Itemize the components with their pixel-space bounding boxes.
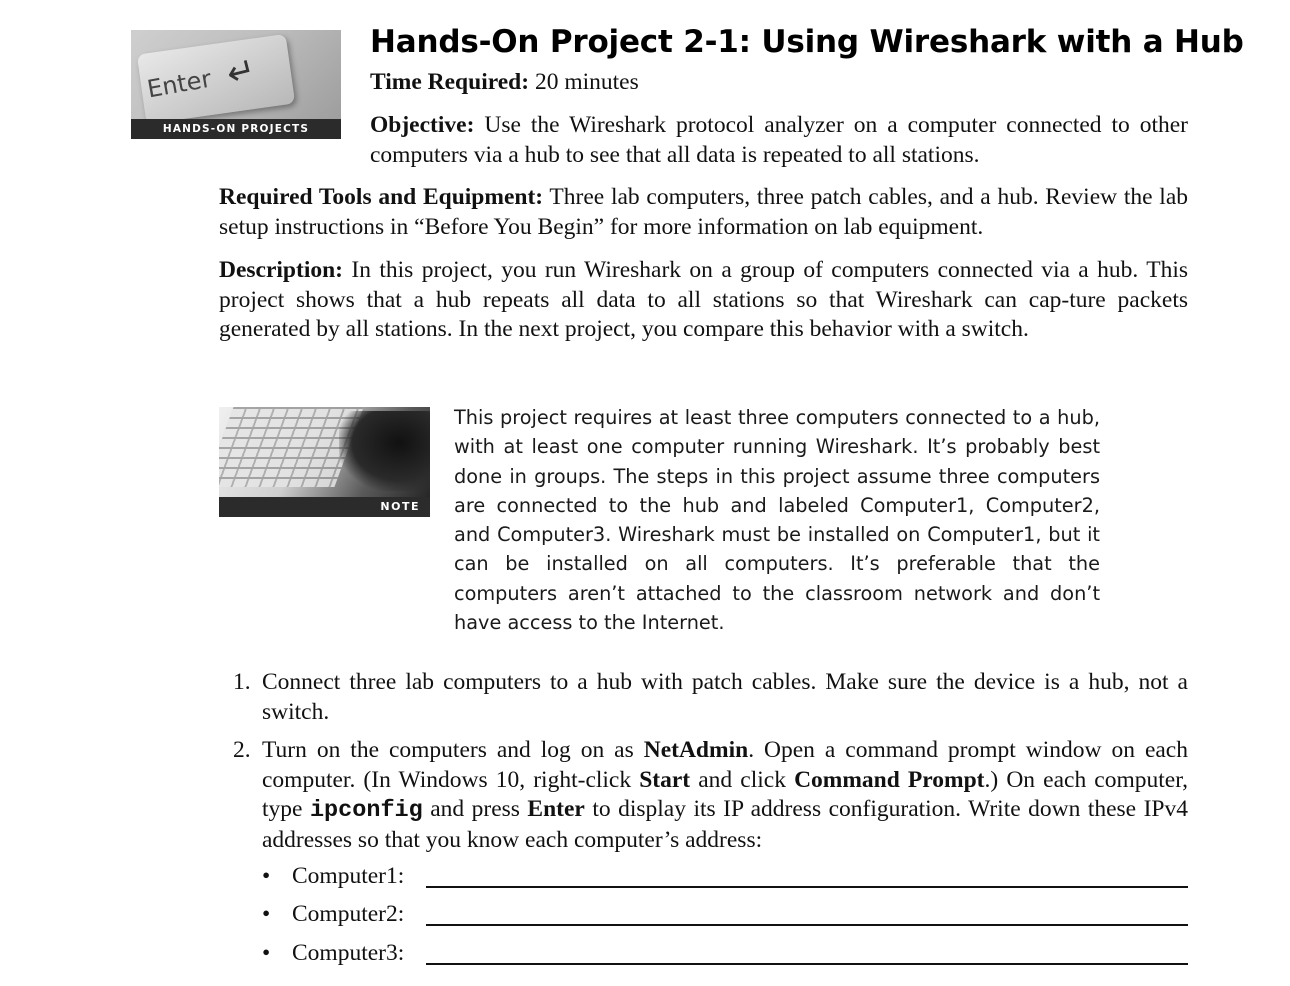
computer1-label: Computer1:: [292, 863, 405, 889]
step-2-part: . Open a command prompt window on each computer. (In Windows 10, right-click: [262, 737, 1188, 793]
computer1-entry: [262, 862, 1188, 892]
computer2-fill-line: [426, 924, 1188, 926]
note-image: [219, 407, 430, 517]
hands-on-projects-band: HANDS-ON PROJECTS: [131, 119, 341, 139]
page-title: Hands-On Project 2-1: Using Wireshark with a Hub: [370, 24, 1244, 60]
bullet-icon: •: [262, 863, 271, 889]
enter-key-label: Enter: [145, 64, 214, 104]
step-2-part: .) On each computer, type: [262, 766, 1188, 822]
step-2-text: [262, 736, 1188, 855]
command-prompt-term: Command Prompt: [794, 766, 985, 793]
step-2-part: Turn on the computers and log on as: [262, 737, 644, 763]
step-2-part: and click: [690, 766, 795, 793]
objective-text: Use the Wireshark protocol analyzer on a computer connected to other computers via a hub to see that all data is repeated to all stations.: [370, 112, 1188, 168]
step-2-part: and press: [422, 796, 528, 822]
computer3-label: Computer3:: [292, 940, 405, 966]
computer2-label: Computer2:: [292, 901, 405, 927]
step-1-text: Connect three lab computers to a hub with patch cables. Make sure the device is a hub, not a switch.: [262, 669, 1188, 725]
bullet-icon: •: [262, 940, 271, 966]
required-tools-text: Three lab computers, three patch cables, and a hub. Review the lab setup instructions in “Before You Begin” for more information on lab equipment.: [219, 184, 1188, 240]
enter-term: Enter: [527, 796, 585, 822]
start-term: Start: [639, 766, 691, 793]
required-tools-label: Required Tools and Equipment:: [219, 184, 544, 210]
note-text: This project requires at least three computers connected to a hub, with at least one computer running Wireshark. It’s probably best done in groups. The steps in this project assume three computers are connected to the hub and labeled Computer1, Computer2, and Computer3. Wireshark must be installed on Computer1, but it can be installed on all computers. It’s preferable that the computers aren’t attached to the classroom network and don’t have access to the Internet.: [454, 406, 1100, 635]
computer2-entry: [262, 900, 1188, 930]
time-required-value: 20 minutes: [529, 69, 639, 95]
objective-label: Objective:: [370, 112, 475, 138]
bullet-icon: •: [262, 901, 271, 927]
step-number: 2.: [233, 737, 251, 763]
computer3-entry: [262, 939, 1188, 969]
computer3-fill-line: [426, 963, 1188, 965]
description-label: Description:: [219, 257, 344, 283]
hand-graphic: [339, 411, 430, 491]
time-required: [370, 68, 639, 98]
note-band: NOTE: [219, 497, 430, 517]
required-tools: [219, 183, 1188, 242]
description-text: In this project, you run Wireshark on a group of computers connected via a hub. This project shows that a hub repeats all data to all stations so that Wireshark can cap-ture packets generated by all stations. In the next project, you compare this behavior with a switch.: [219, 257, 1188, 342]
description: [219, 256, 1188, 345]
step-2-part: to display its IP address configuration. Write down these IPv4 addresses so that you know each computer’s address:: [262, 796, 1188, 853]
computer1-fill-line: [426, 886, 1188, 888]
step-number: 1.: [233, 669, 251, 695]
ipconfig-command: ipconfig: [309, 797, 423, 824]
enter-arrow-icon: ↵: [222, 49, 260, 95]
time-required-label: Time Required:: [370, 69, 530, 95]
netadmin-term: NetAdmin: [643, 737, 749, 763]
objective: [370, 111, 1188, 170]
hands-on-projects-image: [131, 30, 341, 139]
